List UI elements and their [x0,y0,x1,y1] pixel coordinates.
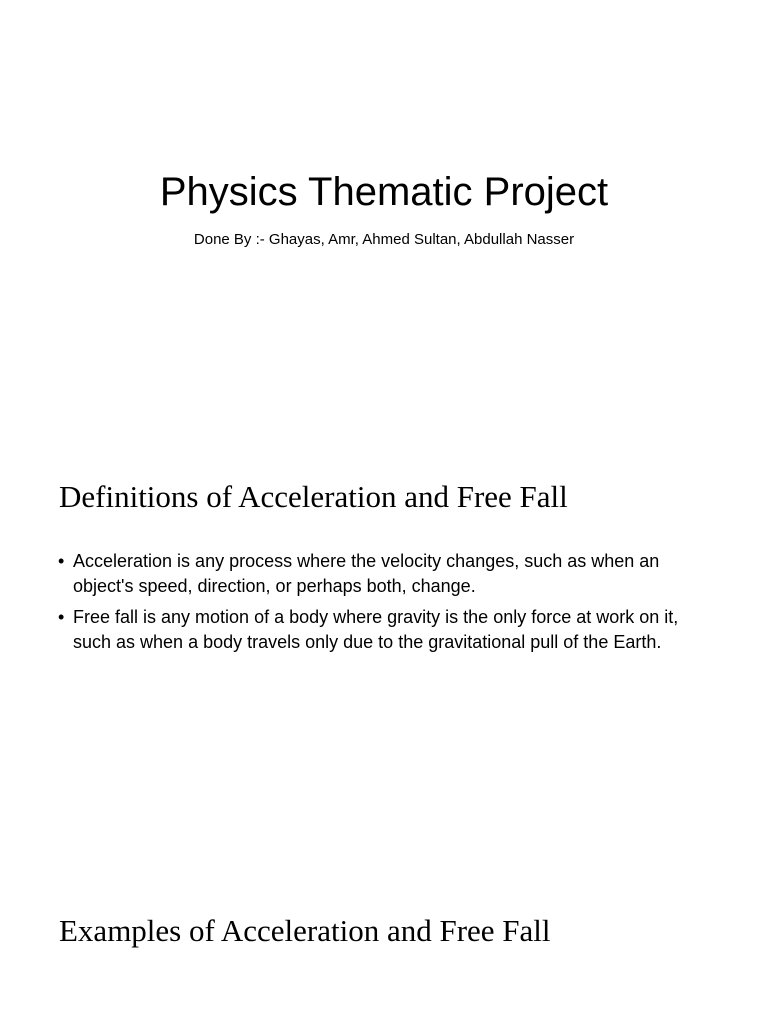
bullet-acceleration [58,549,708,599]
examples-title: Examples of Acceleration and Free Fall [59,913,551,948]
definitions-bullet-list [58,549,708,661]
bullet-text: Acceleration is any process where the velocity changes, such as when an object's speed, direction, or perhaps both, change. [73,551,660,596]
examples-slide [0,850,768,1024]
presentation-authors: Done By :- Ghayas, Amr, Ahmed Sultan, Abdullah Nasser [193,231,575,248]
definitions-slide [0,410,768,850]
bullet-free-fall [58,605,708,655]
title-slide [0,0,768,410]
definitions-title: Definitions of Acceleration and Free Fall [59,479,568,514]
bullet-text: Free fall is any motion of a body where gravity is the only force at work on it, such as when a body travels only due to the gravitational pull of the Earth. [73,607,679,652]
presentation-title: Physics Thematic Project [159,170,609,214]
bullet-marker: • [58,607,65,627]
bullet-marker: • [58,551,65,571]
